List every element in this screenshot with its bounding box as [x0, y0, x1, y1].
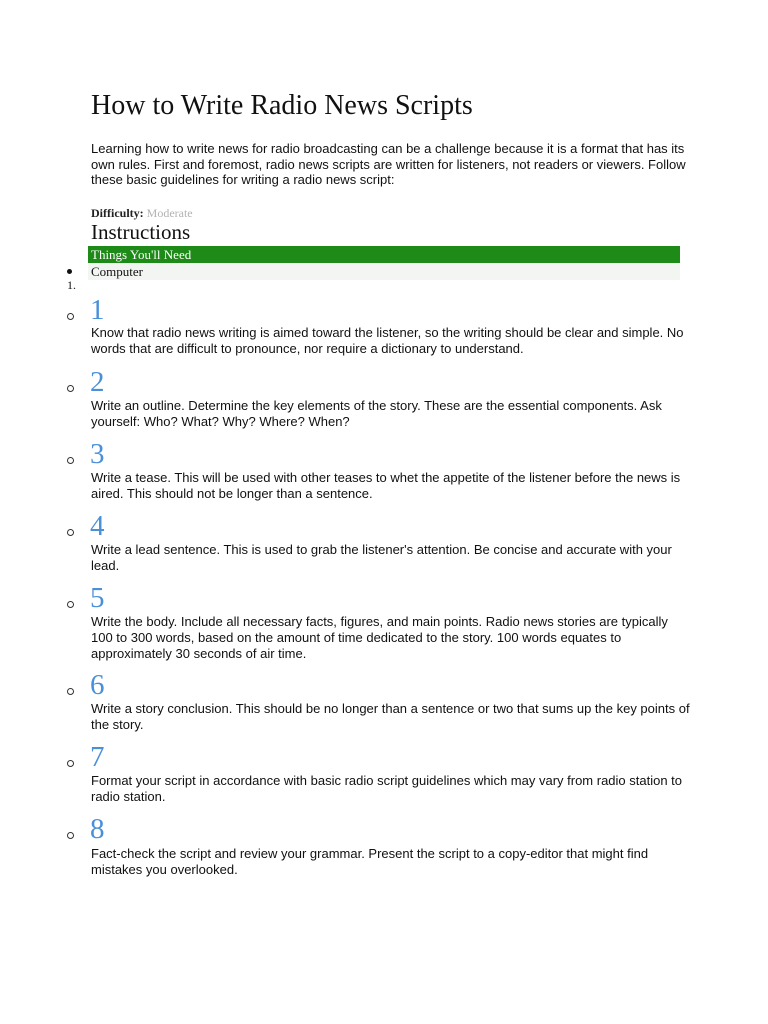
- step-number: 2: [90, 366, 105, 398]
- step-circle-icon: [67, 832, 74, 839]
- intro-paragraph: Learning how to write news for radio broadcasting can be a challenge because it is a format that has its own rules. First and foremost, radio news scripts are written for listeners, not readers or viewers. Follow these basic guidelines for writing a radio news script:: [91, 141, 686, 187]
- step-number: 3: [90, 438, 105, 470]
- things-needed-item: Computer: [91, 264, 143, 279]
- ordered-list-marker: 1.: [67, 278, 76, 292]
- step-text: Know that radio news writing is aimed toward the listener, so the writing should be clear and simple. No words that are difficult to pronounce, nor require a dictionary to understand.: [91, 325, 684, 356]
- step-number: 5: [90, 582, 105, 614]
- step-text: Write a tease. This will be used with other teases to whet the appetite of the listener before the news is aired. This should not be longer than a sentence.: [91, 470, 681, 501]
- step-circle-icon: [67, 688, 74, 695]
- things-needed-row: [88, 263, 680, 280]
- step-circle-icon: [67, 457, 74, 464]
- step-circle-icon: [67, 385, 74, 392]
- step-number: 4: [90, 510, 105, 542]
- step-circle-icon: [67, 760, 74, 767]
- step-text: Format your script in accordance with basic radio script guidelines which may vary from radio station to radio station.: [91, 773, 683, 804]
- step-text: Write an outline. Determine the key elements of the story. These are the essential components. Ask yourself: Who? What? Why? Where? When?: [91, 398, 662, 429]
- step-circle-icon: [67, 529, 74, 536]
- step-circle-icon: [67, 601, 74, 608]
- step-text: Write the body. Include all necessary facts, figures, and main points. Radio news stories are typically 100 to 300 words, based on the amount of time dedicated to the story. 100 words equates to approximately 30 seconds of air time.: [91, 614, 668, 661]
- page-title: How to Write Radio News Scripts: [91, 90, 473, 121]
- step-text: Write a lead sentence. This is used to grab the listener's attention. Be concise and accurate with your lead.: [91, 542, 672, 573]
- step-text: Fact-check the script and review your grammar. Present the script to a copy-editor that might find mistakes you overlooked.: [91, 846, 649, 877]
- bullet-icon: [67, 269, 72, 274]
- difficulty-value: Moderate: [146, 206, 193, 220]
- instructions-heading: Instructions: [91, 220, 191, 244]
- step-number: 8: [90, 813, 105, 845]
- step-text: Write a story conclusion. This should be no longer than a sentence or two that sums up the key points of the story.: [91, 701, 690, 732]
- step-number: 7: [90, 741, 105, 773]
- difficulty-label: Difficulty:: [91, 206, 144, 220]
- step-number: 6: [90, 669, 105, 701]
- step-circle-icon: [67, 313, 74, 320]
- step-number: 1: [90, 294, 105, 326]
- things-needed-header: Things You'll Need: [88, 246, 680, 263]
